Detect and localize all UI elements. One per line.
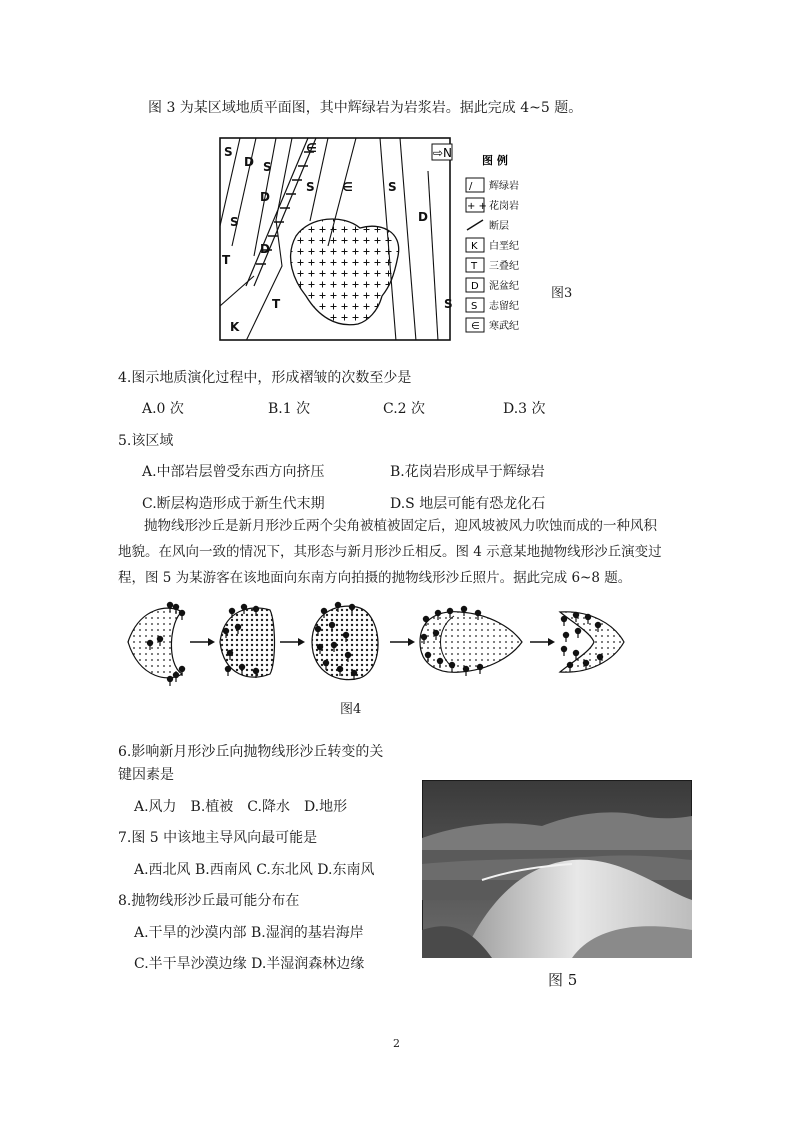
question-5-stem: 5.该区域 <box>118 433 174 449</box>
question-5-option-c[interactable]: C.断层构造形成于新生代末期 <box>142 496 325 512</box>
intro-text-q6-8-line-2: 地貌。在风向一致的情况下，其形态与新月形沙丘相反。图 4 示意某地抛物线形沙丘演变过 <box>118 544 662 560</box>
arrow-right-icon <box>408 638 415 646</box>
unit-label: S <box>388 180 397 194</box>
unit-label: K <box>230 320 240 334</box>
legend-label: 泥盆纪 <box>489 281 519 292</box>
unit-label: S <box>444 297 453 311</box>
dune-stage-4 <box>420 606 522 676</box>
unit-label: T <box>272 297 281 311</box>
legend-symbol: T <box>471 261 478 272</box>
question-8-options-line-2[interactable]: C.半干旱沙漠边缘 D.半湿润森林边缘 <box>134 956 365 972</box>
legend-symbol: S <box>471 301 478 312</box>
legend-symbol: D <box>471 281 479 292</box>
arrow-right-icon <box>548 638 555 646</box>
question-6-stem-line-2: 键因素是 <box>118 767 174 783</box>
unit-label: S <box>263 160 272 174</box>
legend-symbol-diabase: / <box>469 181 473 192</box>
unit-label: D <box>260 190 270 204</box>
arrow-right-icon <box>208 638 215 646</box>
legend-symbol: ∈ <box>471 321 480 332</box>
dune-stage-3 <box>312 602 378 680</box>
question-5-option-a[interactable]: A.中部岩层曾受东西方向挤压 <box>142 464 325 480</box>
arrow-right-icon <box>298 638 305 646</box>
legend-label: 寒武纪 <box>489 321 519 332</box>
dune-evolution-figure <box>120 598 634 690</box>
figure-4-caption: 图4 <box>340 702 362 717</box>
legend-label: 花岗岩 <box>489 201 519 212</box>
dune-photo <box>422 780 692 958</box>
dune-stage-5 <box>560 612 624 672</box>
map-legend <box>466 153 519 332</box>
question-5-option-b[interactable]: B.花岗岩形成早于辉绿岩 <box>390 464 545 480</box>
legend-symbol: K <box>471 241 478 252</box>
unit-label: S <box>306 180 315 194</box>
geologic-map-figure <box>218 136 538 344</box>
question-4-option-d[interactable]: D.3 次 <box>503 401 546 417</box>
unit-label: D <box>244 155 254 169</box>
legend-label: 白垩纪 <box>489 241 519 252</box>
question-4-option-a[interactable]: A.0 次 <box>142 401 184 417</box>
north-arrow-icon: ⇨N <box>433 146 453 160</box>
question-4-stem: 4.图示地质演化过程中，形成褶皱的次数至少是 <box>118 370 412 386</box>
question-6-stem-line-1: 6.影响新月形沙丘向抛物线形沙丘转变的关 <box>118 744 384 760</box>
legend-label: 三叠纪 <box>489 261 519 272</box>
question-4-option-c[interactable]: C.2 次 <box>383 401 426 417</box>
legend-label: 志留纪 <box>489 301 519 312</box>
question-7-stem: 7.图 5 中该地主导风向最可能是 <box>118 830 318 846</box>
figure-3-caption: 图3 <box>551 286 573 301</box>
question-7-options[interactable]: A.西北风 B.西南风 C.东北风 D.东南风 <box>134 862 375 878</box>
unit-label: T <box>222 253 231 267</box>
question-6-options[interactable]: A.风力 B.植被 C.降水 D.地形 <box>134 799 348 815</box>
question-5-option-d[interactable]: D.S 地层可能有恐龙化石 <box>390 496 546 512</box>
unit-label: S <box>224 145 233 159</box>
fault-line-icon <box>467 220 483 230</box>
intro-text-q6-8-line-3: 程，图 5 为某游客在该地面向东南方向拍摄的抛物线形沙丘照片。据此完成 6~8 题。 <box>118 570 632 586</box>
legend-title: 图 例 <box>482 154 508 167</box>
intro-text-q6-8-line-1: 抛物线形沙丘是新月形沙丘两个尖角被植被固定后，迎风坡被风力吹蚀而成的一种风积 <box>144 518 657 534</box>
question-8-stem: 8.抛物线形沙丘最可能分布在 <box>118 893 300 909</box>
dune-stage-2 <box>220 604 275 678</box>
unit-label: ∈ <box>342 180 353 194</box>
unit-label: D <box>418 210 428 224</box>
legend-symbol-granite: + + <box>467 201 487 212</box>
unit-label: S <box>230 215 239 229</box>
dune-stage-1 <box>128 602 185 686</box>
question-8-options-line-1[interactable]: A.干旱的沙漠内部 B.湿润的基岩海岸 <box>134 925 364 941</box>
figure-5-caption: 图 5 <box>548 971 578 989</box>
unit-label: D <box>260 242 270 256</box>
page-number: 2 <box>393 1037 400 1050</box>
intro-text-q4-5: 图 3 为某区域地质平面图，其中辉绿岩为岩浆岩。据此完成 4~5 题。 <box>148 100 583 116</box>
legend-label: 辉绿岩 <box>489 181 519 192</box>
question-4-option-b[interactable]: B.1 次 <box>268 401 311 417</box>
legend-label: 断层 <box>489 221 509 232</box>
unit-label: ∈ <box>306 141 317 155</box>
